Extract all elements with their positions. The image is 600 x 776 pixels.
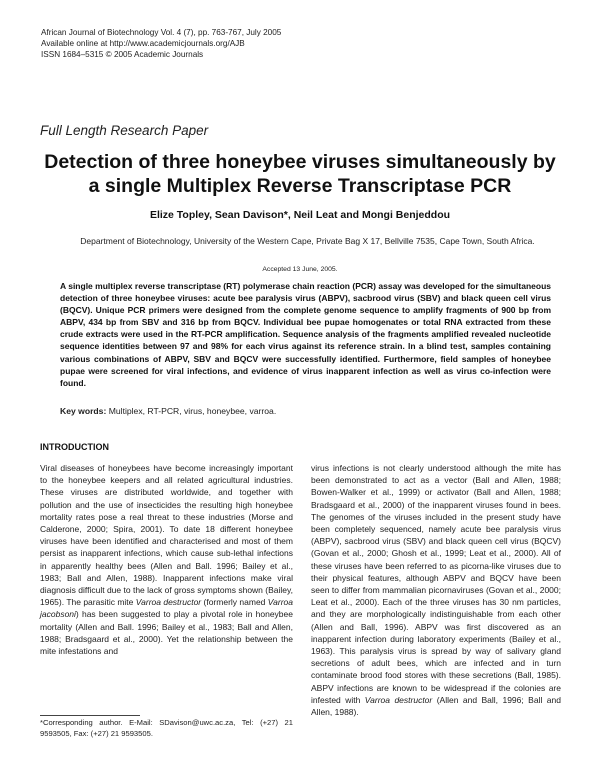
authors: Elize Topley, Sean Davison*, Neil Leat and Mongi Benjeddou [149,209,451,221]
affiliation: Department of Biotechnology, University of the Western Cape, Private Bag X 17, Bellville 7535, Cape Town, South Africa. [80,236,535,246]
footnote: *Corresponding author. E-Mail: SDavison@uwc.ac.za, Tel: (+27) 21 9593505, Fax: (+27) 21 9593505. [40,718,293,738]
intro-text: Viral diseases of honeybees have become increasingly important to the honeybee keepers and all related agricultural industries. These viruses are distributed worldwide, and together with pollution and the use of insecticides the resulting high honeybee mortality rates pose a real threat to these industries (Morse and Calderone, 2000; Spira, 2001). To date 18 different honeybee viruses have been identified and characterised and most of them persist as inapparent infections, which cause sub-lethal infections in apparently healthy bees (Allen and Ball. 1996; Bailey et al., 1983; Ball and Allen, 1988). Inapparent infections make viral diagnosis difficult due to the lack of gross symptoms shown (Bailey, 1965). The parasitic mite [40,463,293,608]
body-column-left [40,462,293,657]
intro-text: virus infections is not clearly understood although the mite has been demonstrated to act as a vector (Ball and Allen, 1988; Bowen-Walker et al., 1999) or activator (Ball and Allen, 1988; Bradsgaard et al., 2000) of the inapparent viruses found in bees. The genomes of the viruses included in the present study have been completely sequenced, namely acute bee paralysis virus (ABPV), sacbrood virus (SBV) and black queen cell virus (BQCV) (Govan et al., 2000; Ghosh et al., 1999; Leat et al., 2000). All of these viruses have been referred to as picorna-like viruses due to their physical features, although ABPV and BQCV have been seen to differ from mammalian picornaviruses (Govan et al., 2000; Leat et al., 2000). Each of the three viruses has 30 nm particles, and they are morphologically indistinguishable from each other (Allen and Ball, 1996). ABPV was first discovered as an inapparent infection during laboratory experiments (Bailey et al., 1963). This paralysis virus is spread by way of salivary gland secretions of adult bees, which are infected and in turn contaminate brood food stores with these secretions (Ball, 1985). ABPV infections are known to be widespread if the colonies are infested with [311,463,561,705]
journal-header [41,27,281,60]
species-name: Varroa destructor [364,694,433,705]
title-line-2: a single Multiplex Reverse Transcriptase PCR [88,175,512,197]
keywords [60,406,276,416]
intro-text: (formerly named [203,597,266,608]
body-column-right [311,462,561,718]
section-heading-introduction: INTRODUCTION [40,442,109,452]
keywords-text: Multiplex, RT-PCR, virus, honeybee, varroa. [108,406,277,416]
intro-paragraph-right [311,462,561,718]
species-name: Varroa destructor [135,597,202,608]
footnote-divider [40,715,140,716]
intro-paragraph-left [40,462,293,657]
journal-url: Available online at http://www.academicjournals.org/AJB [41,39,245,48]
keywords-label: Key words: [60,406,107,416]
title-line-1: Detection of three honeybee viruses simultaneously by [44,151,556,173]
accepted-date: Accepted 13 June, 2005. [262,266,338,273]
intro-text: ) has been suggested to play a pivotal role in honeybee mortality (Allen and Ball. 1996; Bailey et al., 1983; Ball and Allen, 1988; Bradsgaard et al., 2000). Yet the relationship between the mite infestations and [40,609,293,657]
paper-type: Full Length Research Paper [40,123,209,138]
journal-issn: ISSN 1684–5315 © 2005 Academic Journals [41,50,204,59]
journal-citation: African Journal of Biotechnology Vol. 4 (7), pp. 763-767, July 2005 [41,28,282,37]
species-name: Varroa jacobsoni [40,597,293,620]
paper-title [30,150,570,198]
intro-text: (Allen and Ball, 1996; Ball and Allen, 1988). [311,694,561,718]
abstract: A single multiplex reverse transcriptase (RT) polymerase chain reaction (PCR) assay was developed for the simultaneous detection of three honeybee viruses: acute bee paralysis virus (ABPV), sacbrood virus (SBV) and black queen cell virus (BQCV). Unique PCR primers were designed from the complete genome sequence to amplify fragments of 900 bp from ABPV, 434 bp from SBV and 316 bp from BQCV. Individual bee pupae homogenates or total RNA extracted from these crude extracts were used in the RT-PCR amplification. Sequence analysis of the fragments amplified revealed nucleotide sequence identities between 97 and 98% for each virus against its reference strain. In a blind test, samples containing various combinations of ABPV, SBV and BQCV were successfully identified. Furthermore, field samples of honeybee pupae were screened for viral infections, and evidence of virus inapparent infection as well as virus co-infection were found. [60,281,551,388]
